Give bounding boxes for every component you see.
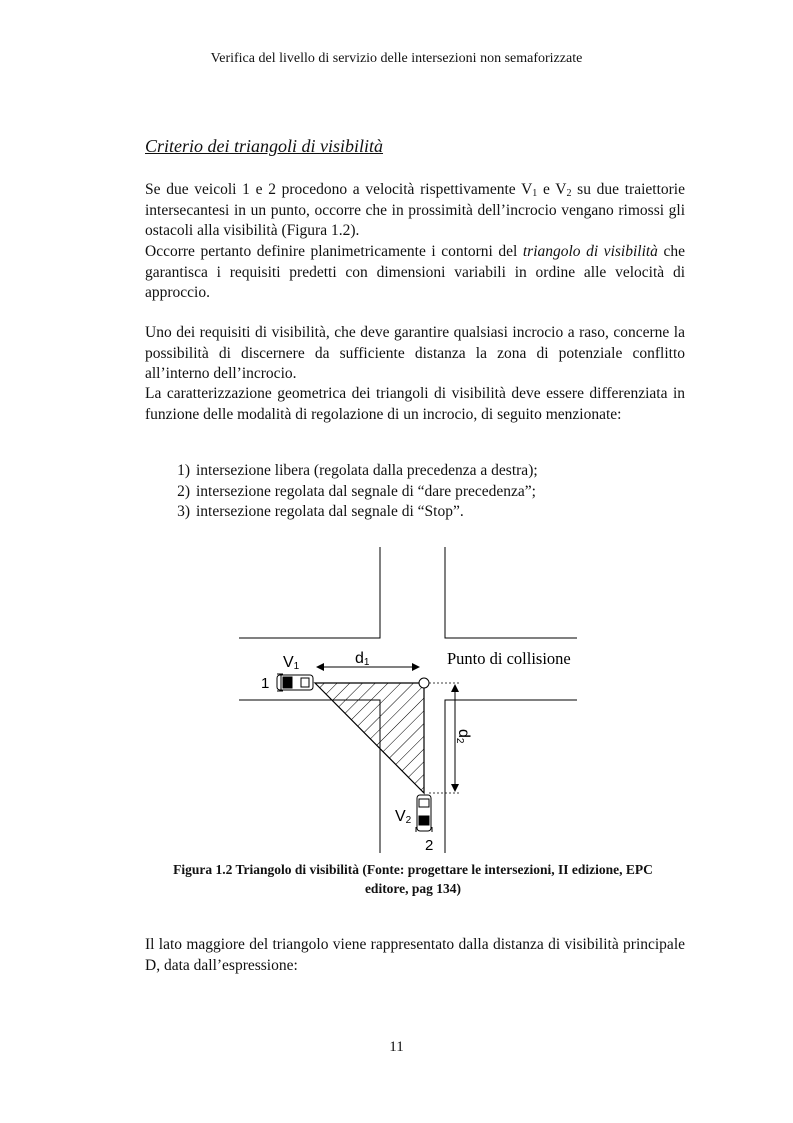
label-v1: V1 [283,654,300,672]
list-item: 2) intersezione regolata dal segnale di “dare precedenza”; [177,482,536,500]
vehicle-1-car-icon [277,674,313,691]
section-title: Criterio dei triangoli di visibilità [145,136,384,156]
paragraph-4: La caratterizzazione geometrica dei triangoli di visibilità deve essere differenziata in funzione delle modalità di regolazione di un incrocio, di seguito menzionate: [145,385,685,423]
visibility-triangle-figure [235,543,585,858]
label-vehicle-2: 2 [425,837,434,854]
list-item: 3) intersezione regolata dal segnale di “Stop”. [177,503,464,520]
label-d1: d1 [355,650,370,668]
paragraph-3: Uno dei requisiti di visibilità, che deve garantire qualsiasi incrocio a raso, concerne la possibilità di discernere da sufficiente distanza la zona di potenziale conflitto all’interno dell’incrocio. [145,324,685,382]
paragraph-2: Occorre pertanto definire planimetricamente i contorni del triangolo di visibilità che garantisca i requisiti predetti con dimensioni variabili in ordine alle velocità di approccio. [145,243,685,301]
paragraph-5: Il lato maggiore del triangolo viene rappresentato dalla distanza di visibilità principale D, data dall’espressione: [145,936,685,974]
collision-point [419,678,429,688]
running-header: Verifica del livello di servizio delle intersezioni non semaforizzate [210,51,583,66]
label-vehicle-1: 1 [261,675,270,692]
vehicle-2-car-icon [416,795,432,832]
label-collision-point: Punto di collisione [447,649,571,668]
road-edge-top-right [445,547,577,638]
intersection-diagram [235,543,585,858]
label-d2: d2 [454,729,472,744]
label-v2: V2 [395,808,412,826]
road-edge-bottom-right [445,700,577,853]
paragraph-1: Se due veicoli 1 e 2 procedono a velocità rispettivamente $V_1$ e $V_2$ su due traiettorie intersecantesi in un punto, occorre che in prossimità dell’incrocio vengano rimossi gli ostacoli alla visibilità (Figura 1.2). [145,181,685,239]
list-item: 1) intersezione libera (regolata dalla precedenza a destra); [177,462,538,479]
page-number: 11 [389,1039,404,1055]
road-edge-top-left [239,547,380,638]
visibility-triangle [315,683,424,793]
regulation-list [150,461,538,523]
figure-caption: Figura 1.2 Triangolo di visibilità (Fonte: progettare le intersezioni, II edizione, EPC editore, pag 134) [173,862,653,896]
